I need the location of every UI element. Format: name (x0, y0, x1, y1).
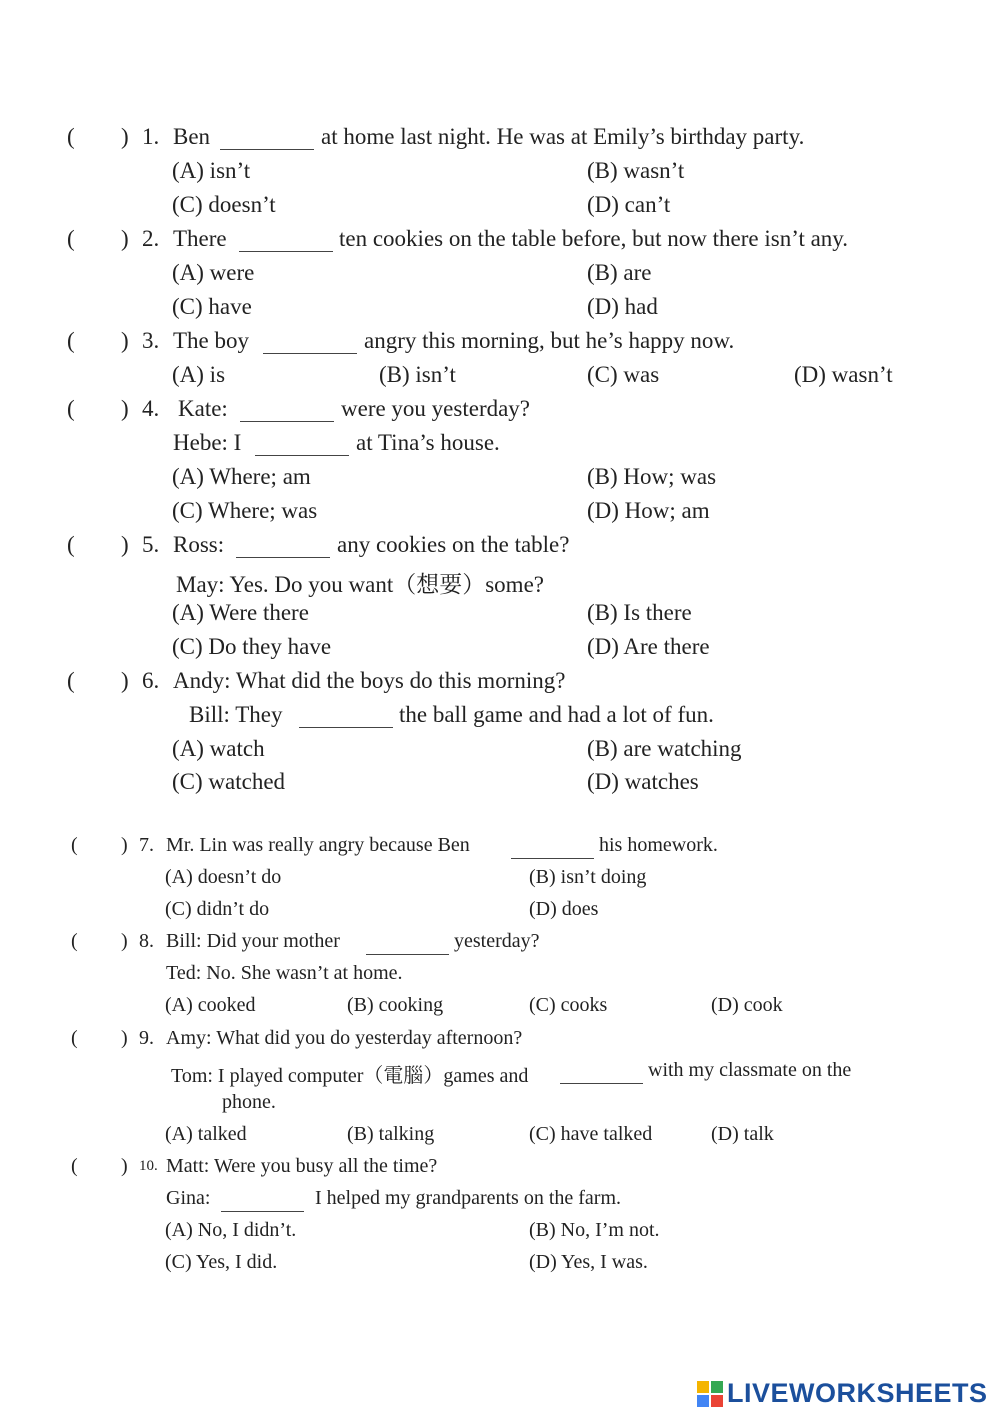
option-b: (B) are (587, 260, 652, 285)
option-d: (D) How; am (587, 498, 710, 523)
option-a: (A) cooked (165, 994, 256, 1016)
answer-paren-open[interactable]: ( (71, 1027, 78, 1049)
answer-paren-open[interactable]: ( (71, 1155, 78, 1177)
answer-paren-open[interactable]: ( (67, 124, 75, 149)
liveworksheets-logo[interactable] (697, 1378, 988, 1409)
logo-square-3 (697, 1395, 709, 1407)
option-c: (C) have talked (529, 1123, 653, 1145)
option-a: (A) doesn’t do (165, 866, 282, 888)
question-text-end: were you yesterday? (341, 396, 531, 421)
question-text-end: yesterday? (454, 930, 540, 952)
option-d: (D) does (529, 898, 599, 920)
question-text-end: any cookies on the table? (337, 532, 570, 557)
option-c: (C) cooks (529, 994, 608, 1016)
question-text-end: angry this morning, but he’s happy now. (364, 328, 735, 353)
question-text-start: Ross: (173, 532, 225, 557)
option-d: (D) can’t (587, 192, 671, 217)
question-number: 10. (139, 1158, 158, 1174)
question-number: 8. (139, 930, 154, 952)
answer-paren-open[interactable]: ( (67, 532, 75, 557)
dialogue-line: Ted: No. She wasn’t at home. (166, 962, 403, 984)
option-b: (B) cooking (347, 994, 444, 1016)
question-text-end: his homework. (599, 834, 718, 856)
option-a: (A) No, I didn’t. (165, 1219, 297, 1241)
option-a: (A) is (172, 362, 226, 387)
dialogue-line: May: Yes. Do you want（想要）some? (176, 572, 544, 597)
answer-paren-close: ) (121, 1027, 128, 1049)
question-text-start: Kate: (178, 396, 228, 421)
answer-paren-open[interactable]: ( (67, 328, 75, 353)
logo-grid-icon (697, 1381, 723, 1407)
option-b: (B) How; was (587, 464, 717, 489)
option-d: (D) cook (711, 994, 783, 1016)
dialogue-line-start: Bill: They (189, 702, 283, 727)
answer-blank (240, 403, 334, 422)
answer-paren-close: ) (121, 532, 129, 557)
option-b: (B) isn’t doing (529, 866, 647, 888)
answer-paren-close: ) (121, 930, 128, 952)
answer-paren-open[interactable]: ( (67, 668, 75, 693)
question-number: 7. (139, 834, 154, 856)
logo-square-1 (697, 1381, 709, 1393)
question-text-start: The boy (173, 328, 250, 353)
question-number: 4. (142, 396, 160, 421)
option-b: (B) talking (347, 1123, 435, 1145)
option-d: (D) had (587, 294, 658, 319)
question-text: Amy: What did you do yesterday afternoon? (166, 1027, 523, 1049)
answer-paren-open[interactable]: ( (67, 396, 75, 421)
question-text-start: There (173, 226, 227, 251)
option-d: (D) Are there (587, 634, 710, 659)
answer-blank (299, 709, 393, 728)
answer-blank (220, 131, 314, 150)
option-c: (C) have (172, 294, 252, 319)
option-b: (B) Is there (587, 600, 692, 625)
dialogue-line-start: Gina: (166, 1187, 211, 1209)
option-c: (C) Yes, I did. (165, 1251, 278, 1273)
answer-paren-close: ) (121, 328, 129, 353)
dialogue-line-end: at Tina’s house. (356, 430, 500, 455)
question-number: 5. (142, 532, 160, 557)
option-d: (D) wasn’t (794, 362, 893, 387)
option-b: (B) isn’t (379, 362, 456, 387)
answer-paren-close: ) (121, 396, 129, 421)
dialogue-line-wrap: phone. (222, 1091, 276, 1113)
answer-blank (221, 1193, 304, 1212)
option-c: (C) watched (172, 769, 286, 794)
answer-paren-close: ) (121, 124, 129, 149)
answer-paren-close: ) (121, 1155, 128, 1177)
question-number: 1. (142, 124, 160, 149)
option-c: (C) Do they have (172, 634, 332, 659)
question-text: Matt: Were you busy all the time? (166, 1155, 438, 1177)
answer-paren-close: ) (121, 226, 129, 251)
option-a: (A) isn’t (172, 158, 251, 183)
question-text-start: Ben (173, 124, 211, 149)
dialogue-line-end: the ball game and had a lot of fun. (399, 702, 714, 727)
option-b: (B) are watching (587, 736, 742, 761)
logo-text: LIVEWORKSHEETS (727, 1378, 988, 1408)
dialogue-line-end: with my classmate on the (648, 1059, 852, 1081)
option-a: (A) talked (165, 1123, 247, 1145)
option-a: (A) Were there (172, 600, 309, 625)
option-c: (C) was (587, 362, 660, 387)
logo-square-4 (711, 1395, 723, 1407)
option-d: (D) watches (587, 769, 699, 794)
dialogue-line-start: Hebe: I (173, 430, 242, 455)
question-text-start: Mr. Lin was really angry because Ben (166, 834, 470, 856)
option-a: (A) watch (172, 736, 265, 761)
option-b: (B) No, I’m not. (529, 1219, 660, 1241)
dialogue-line-start: Tom: I played computer（電腦）games and (171, 1065, 529, 1087)
logo-square-2 (711, 1381, 723, 1393)
answer-paren-open[interactable]: ( (71, 834, 78, 856)
answer-blank (511, 840, 594, 859)
question-number: 3. (142, 328, 160, 353)
question-text-end: ten cookies on the table before, but now there isn’t any. (339, 226, 849, 251)
question-number: 6. (142, 668, 160, 693)
answer-blank (255, 437, 349, 456)
option-a: (A) were (172, 260, 255, 285)
answer-paren-open[interactable]: ( (71, 930, 78, 952)
question-text-start: Bill: Did your mother (166, 930, 340, 952)
question-number: 9. (139, 1027, 154, 1049)
dialogue-line-end: I helped my grandparents on the farm. (315, 1187, 622, 1209)
option-d: (D) Yes, I was. (529, 1251, 648, 1273)
answer-blank (236, 539, 330, 558)
answer-paren-close: ) (121, 834, 128, 856)
answer-blank (366, 936, 449, 955)
question-text: Andy: What did the boys do this morning? (173, 668, 566, 693)
option-d: (D) talk (711, 1123, 774, 1145)
option-c: (C) doesn’t (172, 192, 276, 217)
question-number: 2. (142, 226, 160, 251)
question-text-end: at home last night. He was at Emily’s birthday party. (321, 124, 805, 149)
answer-paren-open[interactable]: ( (67, 226, 75, 251)
option-c: (C) Where; was (172, 498, 318, 523)
option-b: (B) wasn’t (587, 158, 685, 183)
answer-blank (263, 335, 357, 354)
answer-paren-close: ) (121, 668, 129, 693)
option-c: (C) didn’t do (165, 898, 270, 920)
answer-blank (560, 1065, 643, 1084)
answer-blank (239, 233, 333, 252)
option-a: (A) Where; am (172, 464, 311, 489)
